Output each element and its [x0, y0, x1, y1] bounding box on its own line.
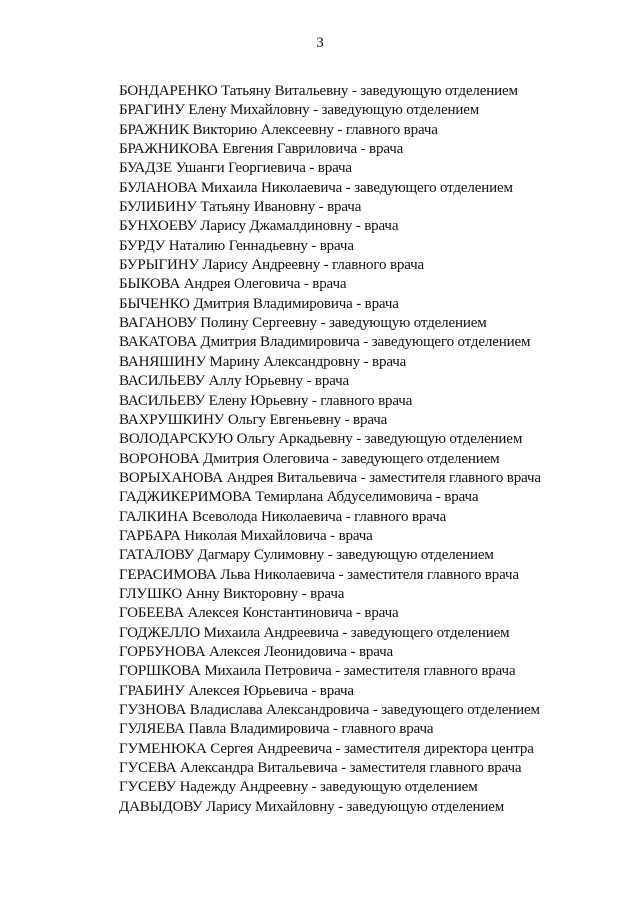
list-item: ГУСЕВА Александра Витальевича - заместителя главного врача — [119, 760, 522, 777]
list-item: БУАДЗЕ Ушанги Георгиевича - врача — [119, 160, 352, 177]
list-item: ГУЛЯЕВА Павла Владимировича - главного врача — [119, 721, 434, 738]
list-item: ГЕРАСИМОВА Льва Николаевича - заместителя главного врача — [119, 566, 519, 583]
list-item: БУРДУ Наталию Геннадьевну - врача — [119, 237, 354, 254]
list-item: ВОРЫХАНОВА Андрея Витальевича - заместителя главного врача — [119, 469, 541, 486]
list-item: ГУЗНОВА Владислава Александровича - заведующего отделением — [119, 702, 540, 718]
list-item: ВАГАНОВУ Полину Сергеевну - заведующую отделением — [119, 315, 487, 332]
list-item: БРАЖНИКОВА Евгения Гавриловича - врача — [119, 141, 404, 158]
list-item: ГЛУШКО Анну Викторовну - врача — [119, 585, 345, 602]
list-item: ГОБЕЕВА Алексея Константиновича - врача — [119, 605, 399, 622]
list-item: БУЛАНОВА Михаила Николаевича - заведующего отделением — [119, 179, 513, 196]
list-item: ВАНЯШИНУ Марину Александровну - врача — [119, 353, 407, 370]
list-item: БОНДАРЕНКО Татьяну Витальевну - заведующую отделением — [119, 83, 518, 99]
list-item: ДАВЫДОВУ Ларису Михайловну - заведующую отделением — [119, 798, 505, 815]
list-item: ВАСИЛЬЕВУ Аллу Юрьевну - врача — [119, 373, 350, 390]
list-item: ГУСЕВУ Надежду Андреевну - заведующую отделением — [119, 779, 478, 796]
list-item: БУНХОЕВУ Ларису Джамалдиновну - врача — [119, 218, 399, 235]
list-item: ГАДЖИКЕРИМОВА Темирлана Абдуселимовича - врача — [119, 489, 479, 506]
list-item: ГАТАЛОВУ Дагмару Сулимовну - заведующую отделением — [119, 547, 494, 564]
page-number: 3 — [316, 35, 324, 51]
list-item: ГОРБУНОВА Алексея Леонидовича - врача — [119, 643, 394, 660]
list-item: ГОРШКОВА Михаила Петровича - заместителя главного врача — [119, 663, 516, 680]
list-item: ГОДЖЕЛЛО Михаила Андреевича - заведующего отделением — [119, 624, 510, 641]
list-item: ГУМЕНЮКА Сергея Андреевича - заместителя директора центра — [119, 740, 534, 757]
list-item: ВАХРУШКИНУ Ольгу Евгеньевну - врача — [119, 411, 388, 428]
list-item: ГАЛКИНА Всеволода Николаевича - главного врача — [119, 508, 447, 525]
list-item: ГАРБАРА Николая Михайловича - врача — [119, 527, 373, 544]
list-item: БРАГИНУ Елену Михайловну - заведующую отделением — [119, 102, 480, 119]
list-item: БУРЫГИНУ Ларису Андреевну - главного врача — [119, 257, 425, 274]
list-item: ВОРОНОВА Дмитрия Олеговича - заведующего отделением — [119, 450, 500, 467]
list-item: ГРАБИНУ Алексея Юрьевича - врача — [119, 682, 354, 699]
list-item: БРАЖНИК Викторию Алексеевну - главного врача — [119, 121, 438, 138]
list-item: ВОЛОДАРСКУЮ Ольгу Аркадьевну - заведующую отделением — [119, 431, 523, 448]
list-item: БУЛИБИНУ Татьяну Ивановну - врача — [119, 199, 362, 216]
list-item: БЫЧЕНКО Дмитрия Владимировича - врача — [119, 295, 399, 312]
list-item: ВАСИЛЬЕВУ Елену Юрьевну - главного врача — [119, 392, 413, 409]
list-item: БЫКОВА Андрея Олеговича - врача — [119, 276, 347, 293]
name-list — [119, 82, 634, 817]
list-item: ВАКАТОВА Дмитрия Владимировича - заведующего отделением — [119, 334, 531, 351]
